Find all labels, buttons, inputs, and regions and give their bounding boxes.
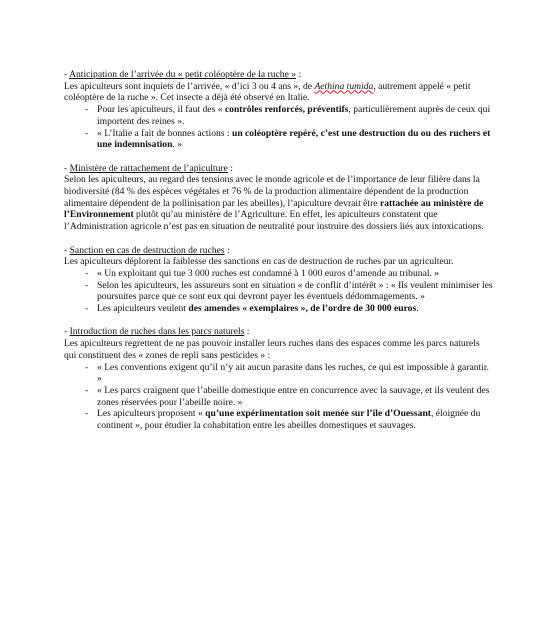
section-intro: Les apiculteurs sont inquiets de l’arrivée, « d’ici 3 ou 4 ans », de Aethina tumida, autrement appelé « petit coléoptère de la ruche ». Cet insecte a déjà été observé en Italie.: [64, 80, 471, 104]
section-heading: - Ministère de rattachement de l’apiculture :: [64, 162, 233, 174]
section-heading-title: Anticipation de l’arrivée du « petit coléoptère de la ruche »: [69, 69, 297, 80]
list-item: - « Les parcs craignent que l’abeille domestique entre en concurrence avec la sauvage, et ils veulent des zones réservées pour l’abeille noire. »: [85, 384, 490, 408]
list-item: - Les apiculteurs veulent des amendes « exemplaires », de l’ordre de 30 000 euros.: [85, 303, 419, 315]
list-item: - Les apiculteurs proposent « qu’une expérimentation soit menée sur l’île d’Ouessant, éloignée du continent », pour étudier la cohabitation entre les abeilles domestiques et sauvages.: [85, 408, 481, 432]
list-item: - Selon les apiculteurs, les assureurs sont en situation « de conflit d’intérêt » : « Ils veulent minimiser les poursuites parce que ce sont eux qui devront payer les éventuels dédommagements. »: [85, 279, 493, 303]
list-item: - « L’Italie a fait de bonnes actions : un coléoptère repéré, c’est une destruction du ou des ruchers et une indemnisation. »: [85, 127, 491, 151]
section-heading: - Anticipation de l’arrivée du « petit coléoptère de la ruche » :: [64, 69, 302, 80]
section-sanction: [64, 245, 494, 315]
section-heading-title: Introduction de ruches dans les parcs naturels: [69, 326, 245, 338]
section-ministere: [64, 163, 494, 233]
section-heading-title: Sanction en cas de destruction de ruches: [69, 244, 225, 256]
section-intro: Les apiculteurs regrettent de ne pas pouvoir installer leurs ruches dans des espaces comme les parcs naturels qui constituent des « zones de repli sans pesticides » :: [64, 338, 480, 361]
bullet-list: [64, 104, 494, 151]
list-item: - « Les conventions exigent qu’il n’y ait aucun parasite dans les ruches, ce qui est impossible à garantir. »: [85, 361, 489, 385]
section-intro: Les apiculteurs déplorent la faiblesse des sanctions en cas de destruction de ruches par un agriculteur.: [64, 256, 454, 268]
list-item: - « Un exploitant qui tue 3 000 ruches est condamné à 1 000 euros d’amende au tribunal. »: [85, 267, 440, 279]
section-parcs: [64, 326, 494, 431]
bullet-list: [64, 362, 494, 432]
section-heading: - Sanction en cas de destruction de ruches :: [64, 244, 230, 256]
section-heading: - Introduction de ruches dans les parcs naturels :: [64, 326, 250, 338]
list-item: - Pour les apiculteurs, il faut des « contrôles renforcés, préventifs, particulièrement auprès de ceux qui importent des reines ».: [85, 104, 491, 127]
bullet-list: [64, 268, 494, 315]
section-intro: Selon les apiculteurs, au regard des tensions avec le monde agricole et de l’importance de leur filière dans la biodiversité (84 % des espèces végétales et 76 % de la production alimentaire dépendent de la production alimentaire dépendent de la pollinisation par les abeilles), l’apiculture devrait être rattachée au ministère de l’Environnement plutôt qu’au ministère de l’Agriculture. En effet, les apiculteurs constatent que l’Administration agricole n’est pas en situation de neutralité pour instruire des dossiers liés aux intoxications.: [64, 174, 484, 233]
species-name: Aethina tumida: [314, 80, 374, 92]
section-heading-title: Ministère de rattachement de l’apiculture: [69, 162, 228, 174]
section-anticipation: [64, 69, 494, 151]
document-page: [64, 69, 494, 443]
